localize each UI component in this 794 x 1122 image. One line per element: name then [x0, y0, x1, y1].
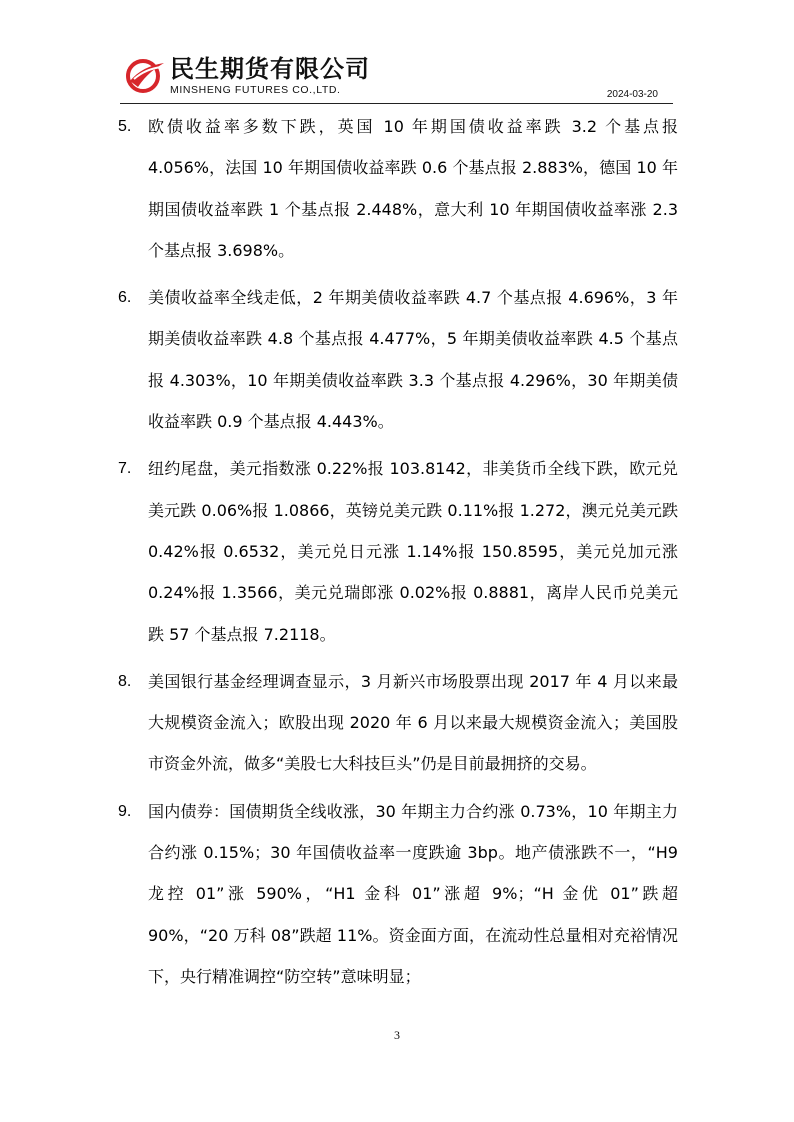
- item-text: 美国银行基金经理调查显示，3 月新兴市场股票出现 2017 年 4 月以来最大规模资金流入；欧股出现 2020 年 6 月以来最大规模资金流入；美国股市资金外流，做多“美股七大科技巨头”仍是目前最拥挤的交易。: [148, 671, 678, 774]
- item-number: 5.: [118, 118, 132, 135]
- news-list: [118, 106, 678, 1003]
- header-divider: [120, 103, 673, 104]
- company-name-cn: 民生期货有限公司: [170, 55, 370, 83]
- list-item: [118, 106, 678, 271]
- minsheng-logo-icon: [124, 57, 166, 93]
- item-text: 美债收益率全线走低，2 年期美债收益率跌 4.7 个基点报 4.696%，3 年期美债收益率跌 4.8 个基点报 4.477%，5 年期美债收益率跌 4.5 个基点报 4.303%，10 年期美债收益率跌 3.3 个基点报 4.296%，30 年期美债收益率跌 0.9 个基点报 4.443%。: [148, 288, 678, 432]
- item-number: 9.: [118, 802, 132, 820]
- item-text: 国内债券：国债期货全线收涨，30 年期主力合约涨 0.73%，10 年期主力合约涨 0.15%；30 年国债收益率一度跌逾 3bp。地产债涨跌不一，“H9 龙控 01”涨 590%，“H1 金科 01”涨超 9%；“H 金优 01”跌超 90%，“20 万科 08”跌超 11%。资金面方面，在流动性总量相对充裕情况下，央行精准调控“防空转”意味明显；: [148, 801, 678, 986]
- list-item: [118, 448, 678, 654]
- company-name-en: MINSHENG FUTURES CO.,LTD.: [170, 84, 341, 96]
- item-number: 7.: [118, 460, 132, 478]
- item-number: 6.: [118, 289, 132, 307]
- list-item: [118, 661, 678, 785]
- item-number: 8.: [118, 672, 132, 690]
- item-text: 欧债收益率多数下跌，英国 10 年期国债收益率跌 3.2 个基点报 4.056%，法国 10 年期国债收益率跌 0.6 个基点报 2.883%，德国 10 年期国债收益率跌 1 个基点报 2.448%，意大利 10 年期国债收益率涨 2.3 个基点报 3.698%。: [148, 117, 678, 260]
- list-item: [118, 277, 678, 442]
- page-number: 3: [394, 1028, 400, 1042]
- list-item: [118, 791, 678, 997]
- item-text: 纽约尾盘，美元指数涨 0.22%报 103.8142，非美货币全线下跌，欧元兑美元跌 0.06%报 1.0866，英镑兑美元跌 0.11%报 1.272，澳元兑美元跌 0.42%报 0.6532，美元兑日元涨 1.14%报 150.8595，美元兑加元涨 0.24%报 1.3566，美元兑瑞郎涨 0.02%报 0.8881，离岸人民币兑美元跌 57 个基点报 7.2118。: [148, 459, 678, 644]
- page-header: [0, 0, 794, 104]
- report-date: 2024-03-20: [606, 89, 658, 100]
